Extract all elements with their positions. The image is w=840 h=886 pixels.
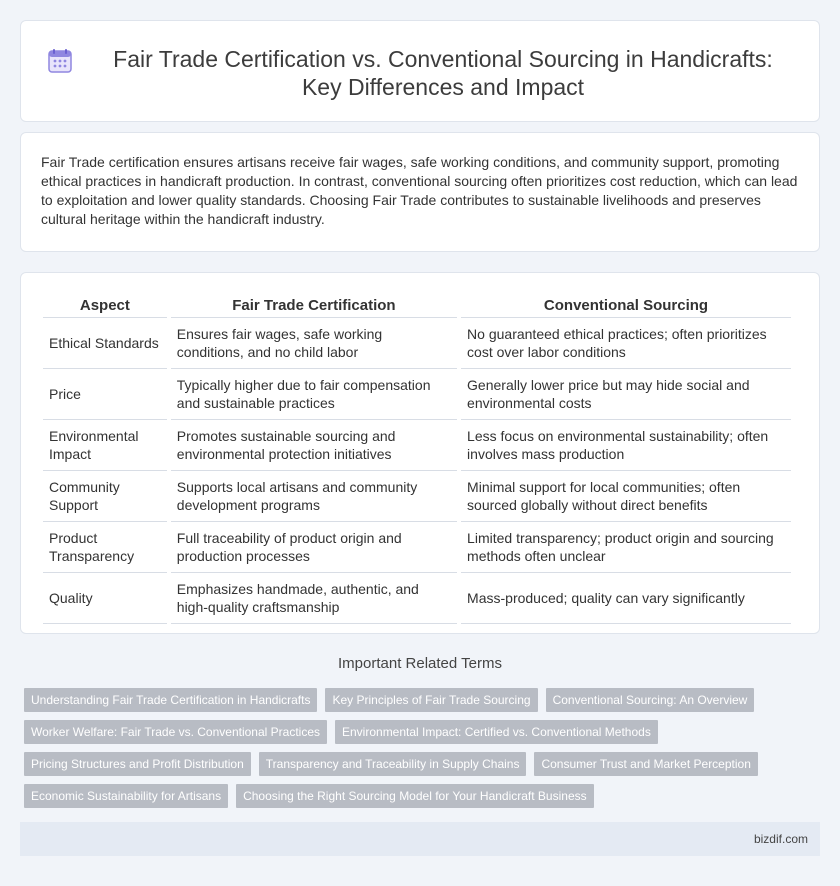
cell-aspect: Quality (43, 573, 167, 624)
related-term-tag[interactable]: Consumer Trust and Market Perception (534, 752, 757, 776)
cell-fair-trade: Ensures fair wages, safe working conditions, and no child labor (171, 318, 457, 369)
cell-fair-trade: Full traceability of product origin and production processes (171, 522, 457, 573)
footer-site-link[interactable]: bizdif.com (753, 832, 808, 846)
header-card (20, 20, 820, 122)
cell-fair-trade: Supports local artisans and community development programs (171, 471, 457, 522)
related-term-tag[interactable]: Pricing Structures and Profit Distribution (24, 752, 251, 776)
cell-conventional: Limited transparency; product origin and sourcing methods often unclear (461, 522, 791, 573)
cell-conventional: Less focus on environmental sustainability; often involves mass production (461, 420, 791, 471)
calendar-icon (47, 48, 73, 74)
related-term-tag[interactable]: Transparency and Traceability in Supply Chains (259, 752, 527, 776)
table-row (43, 318, 791, 369)
table-header-row (43, 295, 791, 318)
footer (20, 822, 820, 856)
cell-fair-trade: Emphasizes handmade, authentic, and high-quality craftsmanship (171, 573, 457, 624)
page-title: Fair Trade Certification vs. Conventional Sourcing in Handicrafts: Key Differences and Impact (113, 46, 773, 100)
related-term-tag[interactable]: Understanding Fair Trade Certification in Handicrafts (24, 688, 317, 712)
cell-conventional: Generally lower price but may hide social and environmental costs (461, 369, 791, 420)
related-term-tag[interactable]: Choosing the Right Sourcing Model for Your Handicraft Business (236, 784, 594, 808)
header-aspect: Aspect (43, 295, 167, 318)
cell-conventional: No guaranteed ethical practices; often prioritizes cost over labor conditions (461, 318, 791, 369)
table-row (43, 522, 791, 573)
title-wrap (21, 21, 819, 101)
related-term-tag[interactable]: Key Principles of Fair Trade Sourcing (325, 688, 537, 712)
header-conventional: Conventional Sourcing (461, 295, 791, 318)
cell-aspect: Product Transparency (43, 522, 167, 573)
related-terms-list (24, 688, 824, 816)
related-term-tag[interactable]: Conventional Sourcing: An Overview (546, 688, 755, 712)
cell-aspect: Price (43, 369, 167, 420)
header-fair-trade: Fair Trade Certification (171, 295, 457, 318)
intro-paragraph: Fair Trade certification ensures artisans receive fair wages, safe working conditions, and community support, promoting ethical practices in handicraft production. In contrast, conventional sourcing often prioritizes cost reduction, which can lead to exploitation and lower quality standards. Choosing Fair Trade contributes to sustainable livelihoods and preserves cultural heritage within the handicraft industry. (41, 154, 798, 227)
related-term-tag[interactable]: Environmental Impact: Certified vs. Conventional Methods (335, 720, 658, 744)
cell-conventional: Mass-produced; quality can vary significantly (461, 573, 791, 624)
cell-conventional: Minimal support for local communities; often sourced globally without direct benefits (461, 471, 791, 522)
cell-fair-trade: Typically higher due to fair compensation and sustainable practices (171, 369, 457, 420)
comparison-table-card (20, 272, 820, 634)
table-row (43, 573, 791, 624)
table-row (43, 420, 791, 471)
cell-aspect: Ethical Standards (43, 318, 167, 369)
table-row (43, 471, 791, 522)
related-terms-title: Important Related Terms (338, 655, 502, 672)
related-term-tag[interactable]: Economic Sustainability for Artisans (24, 784, 228, 808)
cell-fair-trade: Promotes sustainable sourcing and environmental protection initiatives (171, 420, 457, 471)
intro-card (20, 132, 820, 252)
comparison-table (39, 295, 795, 624)
cell-aspect: Environmental Impact (43, 420, 167, 471)
related-term-tag[interactable]: Worker Welfare: Fair Trade vs. Conventional Practices (24, 720, 327, 744)
table-row (43, 369, 791, 420)
cell-aspect: Community Support (43, 471, 167, 522)
